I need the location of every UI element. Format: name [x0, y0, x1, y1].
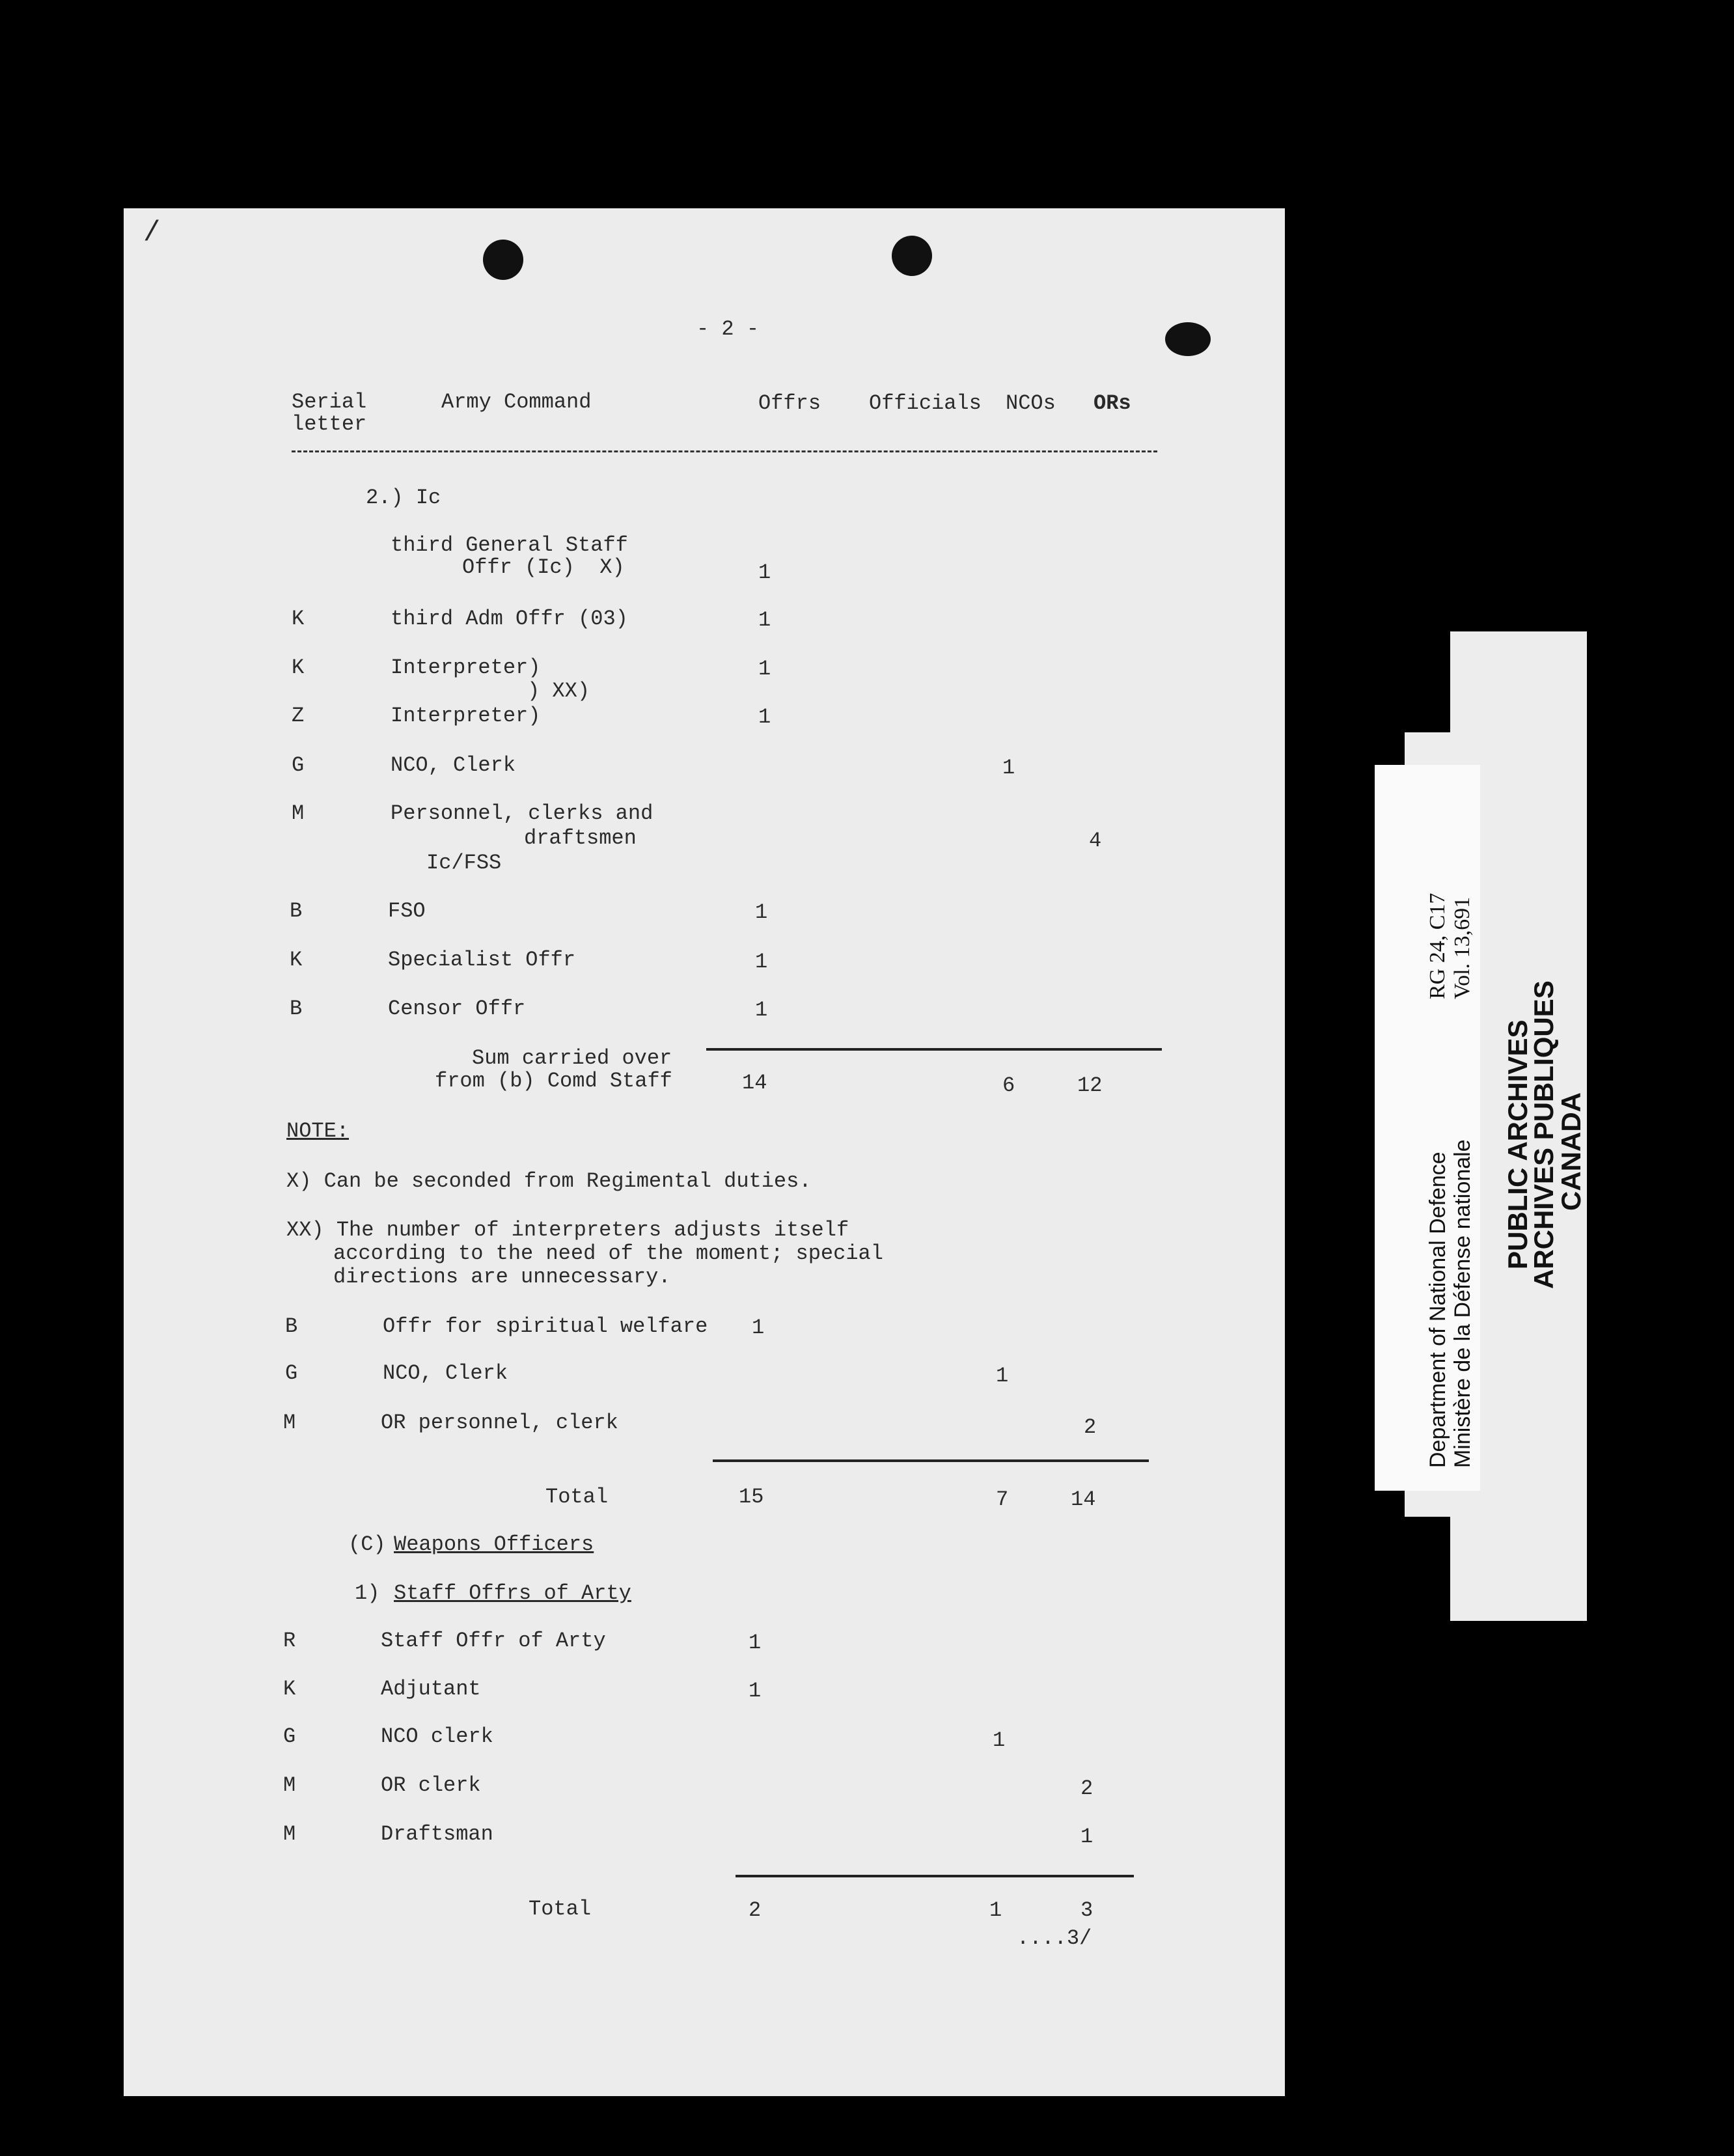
row-serial: M: [292, 801, 305, 825]
row-item: NCO, Clerk: [391, 753, 516, 777]
row-item: OR clerk: [381, 1773, 481, 1797]
punch-hole: [892, 236, 932, 276]
label-notch: [1405, 1517, 1450, 1621]
total-rule: [736, 1875, 1134, 1877]
total-label: Total: [545, 1485, 609, 1509]
note-xx: directions are unnecessary.: [333, 1265, 671, 1289]
row-item: Adjutant: [381, 1677, 481, 1701]
row-item: Interpreter): [391, 656, 541, 680]
sum-ors: 12: [1077, 1073, 1103, 1098]
total-ncos: 1: [989, 1898, 1002, 1922]
total-offrs: 15: [739, 1485, 764, 1509]
note-label: NOTE:: [286, 1119, 350, 1143]
note-xx: XX) The number of interpreters adjusts itself: [286, 1218, 849, 1242]
punch-hole: [483, 240, 523, 280]
header-letter: letter: [292, 412, 367, 436]
row-item: Interpreter): [391, 704, 541, 728]
header-serial: Serial: [292, 390, 367, 414]
total-offrs: 2: [749, 1898, 762, 1922]
row-item: Offr (Ic) X): [462, 555, 625, 579]
total-label: Total: [529, 1897, 592, 1921]
row-serial: G: [283, 1724, 296, 1748]
row-serial: K: [283, 1677, 296, 1701]
row-ors: 4: [1089, 829, 1102, 853]
row-item: third General Staff: [391, 533, 628, 557]
header-army-command: Army Command: [441, 390, 592, 414]
archive-reference-slip: [1375, 765, 1480, 1491]
row-item: Personnel, clerks and: [391, 801, 654, 825]
sum-rule: [706, 1048, 1162, 1051]
row-serial: G: [285, 1361, 298, 1385]
sum-offrs: 14: [742, 1071, 767, 1095]
row-offrs: 1: [758, 657, 771, 681]
punch-hole: [1165, 322, 1211, 356]
row-offrs: 1: [755, 950, 768, 974]
header-ors: ORs: [1094, 391, 1131, 415]
row-serial: K: [292, 607, 305, 631]
section-c-prefix: (C): [348, 1532, 386, 1556]
total-ors: 3: [1080, 1898, 1094, 1922]
row-serial: R: [283, 1629, 296, 1653]
sum-ncos: 6: [1002, 1073, 1015, 1098]
row-offrs: 1: [755, 998, 768, 1022]
archive-dept-line2: Ministère de la Défense nationale: [1450, 1139, 1475, 1468]
header-offrs: Offrs: [758, 391, 821, 415]
row-item: third Adm Offr (03): [391, 607, 628, 631]
total-rule: [713, 1459, 1149, 1462]
corner-mark: /: [143, 217, 161, 249]
row-item: Censor Offr: [388, 997, 526, 1021]
row-ncos: 1: [993, 1728, 1006, 1752]
row-offrs: 1: [755, 900, 768, 924]
total-ors: 14: [1071, 1487, 1096, 1512]
header-ncos: NCOs: [1006, 391, 1056, 415]
row-ncos: 1: [996, 1364, 1009, 1388]
row-item: Staff Offr of Arty: [381, 1629, 606, 1653]
row-serial: B: [290, 997, 303, 1021]
row-serial: G: [292, 753, 305, 777]
section-ic: 2.) Ic: [366, 486, 441, 510]
row-offrs: 1: [752, 1316, 765, 1340]
row-item: NCO clerk: [381, 1724, 493, 1748]
label-notch: [1405, 631, 1450, 732]
row-serial: M: [283, 1411, 296, 1435]
header-officials: Officials: [869, 391, 982, 415]
row-ncos: 1: [1002, 756, 1015, 780]
row-item: NCO, Clerk: [383, 1361, 508, 1385]
row-ors: 1: [1080, 1825, 1094, 1849]
row-ors: 2: [1080, 1776, 1094, 1801]
document-page: [124, 208, 1285, 2096]
row-serial: B: [285, 1314, 298, 1338]
row-offrs: 1: [758, 705, 771, 729]
row-item: draftsmen: [524, 826, 637, 850]
archive-dept-line1: Department of National Defence: [1425, 1152, 1450, 1468]
row-serial: M: [283, 1773, 296, 1797]
row-ors: 2: [1084, 1415, 1097, 1439]
row-offrs: 1: [758, 560, 771, 585]
archive-pa-line1: PUBLIC ARCHIVES: [1502, 1019, 1533, 1269]
row-serial: K: [290, 948, 303, 972]
row-serial: K: [292, 656, 305, 680]
section-c-title: Weapons Officers: [394, 1532, 594, 1556]
total-ncos: 7: [996, 1487, 1009, 1512]
row-offrs: 1: [749, 1631, 762, 1655]
row-offrs: 1: [749, 1679, 762, 1703]
row-item: FSO: [388, 899, 426, 923]
row-item: Offr for spiritual welfare: [383, 1314, 708, 1338]
sub-1-prefix: 1): [355, 1581, 380, 1605]
row-item: ) XX): [527, 679, 590, 703]
row-serial: B: [290, 899, 303, 923]
archive-ref-line1: RG 24, C17: [1425, 892, 1450, 999]
row-item: Draftsman: [381, 1822, 493, 1846]
archive-pa-line3: CANADA: [1556, 1092, 1586, 1211]
archive-ref-line2: Vol. 13,691: [1450, 896, 1474, 999]
row-item: Specialist Offr: [388, 948, 576, 972]
header-divider: [292, 450, 1157, 452]
note-xx: according to the need of the moment; special: [333, 1241, 883, 1265]
sub-1-title: Staff Offrs of Arty: [394, 1581, 631, 1605]
sum-label: from (b) Comd Staff: [435, 1069, 672, 1093]
continued-marker: ....3/: [1017, 1926, 1092, 1950]
row-offrs: 1: [758, 608, 771, 632]
row-item: OR personnel, clerk: [381, 1411, 618, 1435]
row-serial: M: [283, 1822, 296, 1846]
row-item: Ic/FSS: [426, 851, 502, 875]
archive-pa-line2: ARCHIVES PUBLIQUES: [1528, 980, 1559, 1289]
page-number: - 2 -: [696, 317, 760, 341]
note-x: X) Can be seconded from Regimental duties.: [286, 1169, 812, 1193]
row-serial: Z: [292, 704, 305, 728]
sum-label: Sum carried over: [472, 1046, 672, 1070]
